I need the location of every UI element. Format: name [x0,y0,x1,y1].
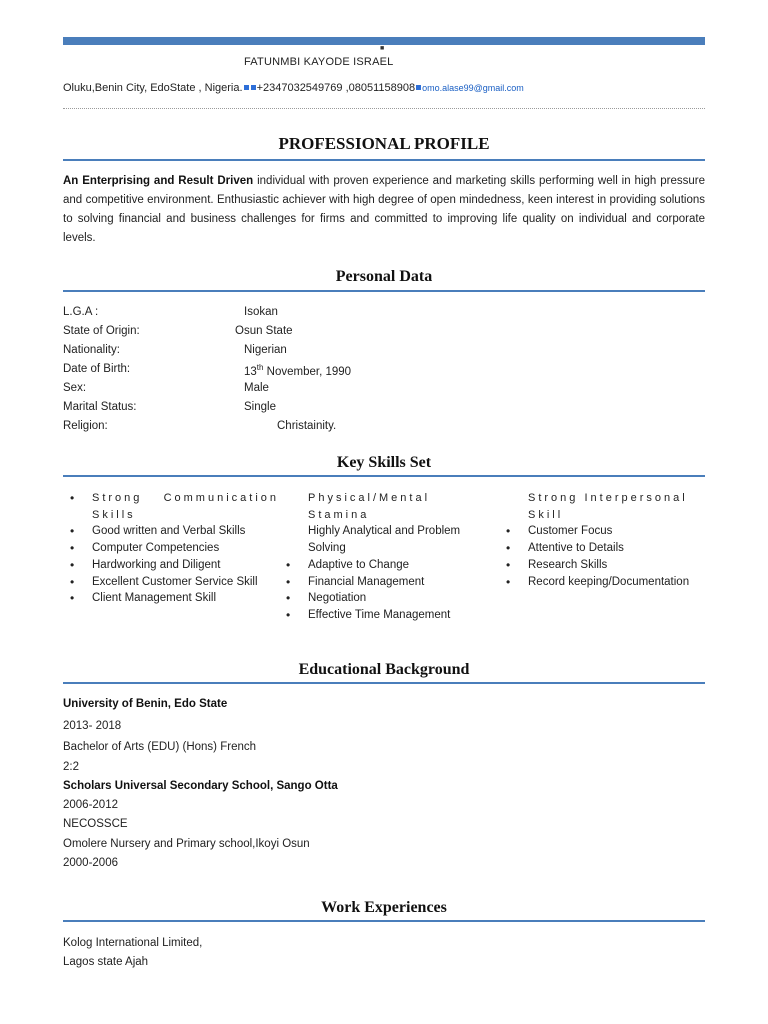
phone-icon [251,85,256,90]
work-location: Lagos state Ajah [63,956,149,968]
skill-item: • Excellent Customer Service Skill [63,574,279,591]
header-mark: ■ [380,45,385,52]
skill-item: • Adaptive to Change [279,557,479,574]
skill-item: • Good written and Verbal Skills [63,523,279,540]
pd-value-marital: Single [244,401,276,413]
edu-years: 2000-2006 [63,857,118,869]
dob-day: 13 [244,365,257,378]
email-icon [416,85,421,90]
pd-label-dob: Date of Birth: [63,363,131,375]
edu-school: University of Benin, Edo State [63,698,228,710]
header-divider [63,108,705,109]
pd-label-state: State of Origin: [63,325,140,337]
dob-rest: November, 1990 [263,365,352,378]
pd-value-nationality: Nigerian [244,344,287,356]
skill-item: • Customer Focus [499,523,714,540]
phone-text: +2347032549769 ,08051158908 [256,82,416,94]
top-accent-bar [63,37,705,45]
skills-column-2 [279,490,479,624]
skill-item: • Strong Communication Skills [63,490,279,523]
skill-item: • Financial Management [279,574,479,591]
edu-school: Scholars Universal Secondary School, Sango Otta [63,780,338,792]
profile-summary [63,172,705,248]
pd-value-dob [244,363,351,378]
personal-rule [63,290,705,292]
pd-value-sex: Male [244,382,269,394]
skill-item: • Negotiation [279,590,479,607]
work-heading: Work Experiences [321,899,447,916]
education-rule [63,682,705,684]
contact-line [63,82,524,94]
skills-col2-subtext: Highly Analytical and Problem Solving [308,525,461,555]
skills-col2-heading: Physical/Mental Stamina [308,492,431,521]
email-link[interactable]: omo.alase99@gmail.com [422,83,524,93]
edu-years: 2013- 2018 [63,720,122,732]
pd-label-sex: Sex: [63,382,87,394]
candidate-name: FATUNMBI KAYODE ISRAEL [244,56,394,68]
personal-heading: Personal Data [335,268,433,285]
skill-item: • Hardworking and Diligent [63,557,279,574]
pd-label-religion: Religion: [63,420,108,432]
skill-item: • Effective Time Management [279,607,479,624]
pd-label-marital: Marital Status: [63,401,137,413]
edu-school: Omolere Nursery and Primary school,Ikoyi Osun [63,838,310,850]
skills-col3-heading: Strong Interpersonal Skill [528,492,688,521]
skill-item: • Attentive to Details [499,540,714,557]
education-heading: Educational Background [298,661,470,678]
pd-label-nationality: Nationality: [63,344,120,356]
dob-suffix: th [256,363,264,372]
address-text: Oluku,Benin City, EdoState , Nigeria. [63,82,243,94]
work-employer: Kolog International Limited, [63,937,203,949]
profile-heading: PROFESSIONAL PROFILE [278,134,490,153]
phone-icon [244,85,249,90]
profile-rule [63,159,705,161]
pd-value-lga: Isokan [244,306,278,318]
edu-degree: Bachelor of Arts (EDU) (Hons) French [63,741,257,753]
edu-qualification: NECOSSCE [63,818,128,830]
skills-column-1 [63,490,279,607]
skills-rule [63,475,705,477]
skills-column-3 [499,490,714,590]
edu-years: 2006-2012 [63,799,118,811]
pd-value-religion: Christainity. [277,420,337,432]
skill-item: • Client Management Skill [63,590,279,607]
pd-label-lga: L.G.A : [63,306,99,318]
skill-item: • Research Skills [499,557,714,574]
skill-item: • Computer Competencies [63,540,279,557]
profile-lead: An Enterprising and Result Driven [63,175,254,187]
skills-heading: Key Skills Set [336,454,432,471]
pd-value-state: Osun State [235,325,293,337]
work-rule [63,920,705,922]
profile-text: individual with proven experience and marketing skills performing well in high pressure and competitive environment. Enthusiastic achiever with high degree of open mindedness, keen interest in providing solutions to solving financial and business challenges for firms and committed to improving life quality on individual and corporate levels. [63,175,705,244]
edu-grade: 2:2 [63,761,79,773]
skill-item: • Record keeping/Documentation [499,574,714,591]
